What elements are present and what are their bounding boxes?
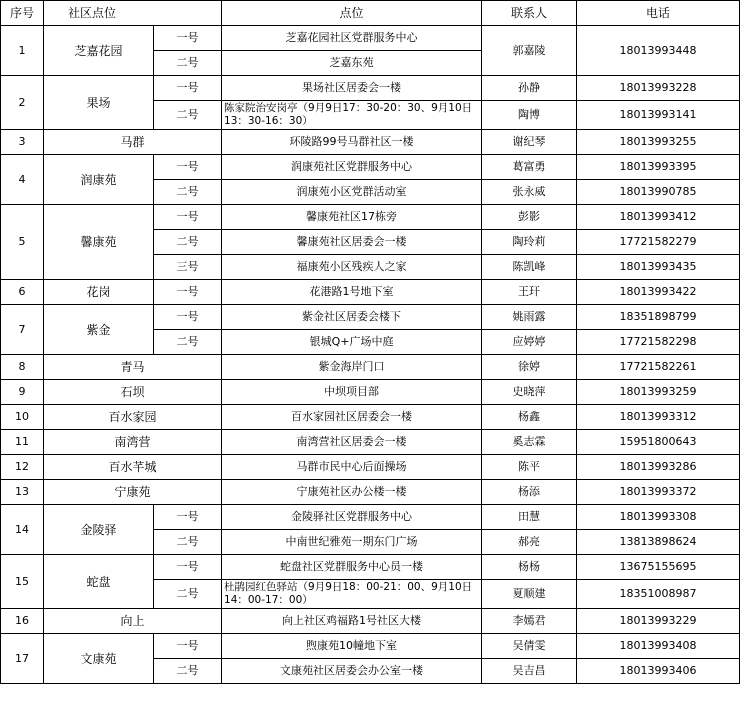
table-row <box>1 205 740 230</box>
table-row <box>1 130 740 155</box>
contact-cell: 葛富勇 <box>482 155 577 180</box>
contact-cell: 陈平 <box>482 455 577 480</box>
seq-cell: 12 <box>1 455 44 480</box>
location-cell: 向上社区鸡福路1号社区大楼 <box>222 609 482 634</box>
phone-cell: 18013993228 <box>577 76 740 101</box>
location-cell: 马群市民中心后面操场 <box>222 455 482 480</box>
location-cell: 环陵路99号马群社区一楼 <box>222 130 482 155</box>
location-cell: 紫金海岸门口 <box>222 355 482 380</box>
location-cell: 芝嘉东苑 <box>222 51 482 76</box>
location-cell: 蛇盘社区党群服务中心员一楼 <box>222 555 482 580</box>
phone-cell: 18351008987 <box>577 580 740 609</box>
phone-cell: 17721582279 <box>577 230 740 255</box>
community-cell: 蛇盘 <box>44 555 154 609</box>
contact-cell: 吴吉昌 <box>482 659 577 684</box>
contact-cell: 奚志霖 <box>482 430 577 455</box>
contact-cell: 郝亮 <box>482 530 577 555</box>
contact-cell: 孙静 <box>482 76 577 101</box>
table-row <box>1 380 740 405</box>
contact-cell: 徐婷 <box>482 355 577 380</box>
location-cell: 杜鹃园红色驿站（9月9日18：00-21：00、9月10日14：00-17：00） <box>222 580 482 609</box>
community-cell: 南湾营 <box>44 430 222 455</box>
contact-cell: 夏顺建 <box>482 580 577 609</box>
sub-site-cell: 二号 <box>154 101 222 130</box>
contact-cell: 李嫣君 <box>482 609 577 634</box>
seq-cell: 15 <box>1 555 44 609</box>
contact-cell: 姚雨露 <box>482 305 577 330</box>
table-row <box>1 405 740 430</box>
phone-cell: 18351898799 <box>577 305 740 330</box>
community-cell: 花岗 <box>44 280 154 305</box>
sub-site-cell: 一号 <box>154 26 222 51</box>
sub-site-cell: 二号 <box>154 180 222 205</box>
seq-cell: 7 <box>1 305 44 355</box>
sub-site-cell: 三号 <box>154 255 222 280</box>
sub-site-cell: 一号 <box>154 155 222 180</box>
phone-cell: 18013993395 <box>577 155 740 180</box>
seq-cell: 9 <box>1 380 44 405</box>
location-cell: 紫金社区居委会楼下 <box>222 305 482 330</box>
seq-cell: 4 <box>1 155 44 205</box>
phone-cell: 18013993412 <box>577 205 740 230</box>
header-location: 点位 <box>222 1 482 26</box>
phone-cell: 18013993408 <box>577 634 740 659</box>
contact-cell: 吴倩雯 <box>482 634 577 659</box>
location-cell: 宁康苑社区办公楼一楼 <box>222 480 482 505</box>
header-community: 社区点位 <box>44 1 222 26</box>
sub-site-cell: 一号 <box>154 555 222 580</box>
community-cell: 馨康苑 <box>44 205 154 280</box>
seq-cell: 14 <box>1 505 44 555</box>
phone-cell: 17721582298 <box>577 330 740 355</box>
seq-cell: 6 <box>1 280 44 305</box>
location-cell: 馨康苑社区居委会一楼 <box>222 230 482 255</box>
community-cell: 青马 <box>44 355 222 380</box>
phone-cell: 15951800643 <box>577 430 740 455</box>
phone-cell: 18013993422 <box>577 280 740 305</box>
sub-site-cell: 一号 <box>154 280 222 305</box>
seq-cell: 8 <box>1 355 44 380</box>
phone-cell: 18013993259 <box>577 380 740 405</box>
location-cell: 福康苑小区残疾人之家 <box>222 255 482 280</box>
table-row <box>1 430 740 455</box>
table-row <box>1 76 740 101</box>
seq-cell: 16 <box>1 609 44 634</box>
community-cell: 文康苑 <box>44 634 154 684</box>
location-cell: 中坝项目部 <box>222 380 482 405</box>
table-row <box>1 355 740 380</box>
phone-cell: 18013990785 <box>577 180 740 205</box>
location-cell: 果场社区居委会一楼 <box>222 76 482 101</box>
sub-site-cell: 一号 <box>154 205 222 230</box>
seq-cell: 1 <box>1 26 44 76</box>
phone-cell: 13675155695 <box>577 555 740 580</box>
phone-cell: 18013993286 <box>577 455 740 480</box>
sub-site-cell: 二号 <box>154 230 222 255</box>
phone-cell: 13813898624 <box>577 530 740 555</box>
header-phone: 电话 <box>577 1 740 26</box>
contact-cell: 杨鑫 <box>482 405 577 430</box>
phone-cell: 18013993308 <box>577 505 740 530</box>
contact-cell: 谢纪琴 <box>482 130 577 155</box>
location-cell: 南湾营社区居委会一楼 <box>222 430 482 455</box>
sub-site-cell: 二号 <box>154 659 222 684</box>
community-cell: 百水芊城 <box>44 455 222 480</box>
header-seq: 序号 <box>1 1 44 26</box>
contact-cell: 田慧 <box>482 505 577 530</box>
sub-site-cell: 二号 <box>154 580 222 609</box>
phone-cell: 18013993435 <box>577 255 740 280</box>
table-row <box>1 26 740 51</box>
seq-cell: 10 <box>1 405 44 430</box>
header-row <box>1 1 740 26</box>
community-cell: 马群 <box>44 130 222 155</box>
location-cell: 文康苑社区居委会办公室一楼 <box>222 659 482 684</box>
location-cell: 润康苑社区党群服务中心 <box>222 155 482 180</box>
community-cell: 芝嘉花园 <box>44 26 154 76</box>
seq-cell: 3 <box>1 130 44 155</box>
community-cell: 石坝 <box>44 380 222 405</box>
sub-site-cell: 二号 <box>154 330 222 355</box>
table-row <box>1 555 740 580</box>
phone-cell: 18013993448 <box>577 26 740 76</box>
header-contact: 联系人 <box>482 1 577 26</box>
sub-site-cell: 二号 <box>154 51 222 76</box>
location-cell: 润康苑小区党群活动室 <box>222 180 482 205</box>
table-body <box>1 26 740 684</box>
seq-cell: 13 <box>1 480 44 505</box>
sub-site-cell: 二号 <box>154 530 222 555</box>
contact-cell: 张永威 <box>482 180 577 205</box>
seq-cell: 11 <box>1 430 44 455</box>
community-cell: 润康苑 <box>44 155 154 205</box>
location-cell: 煦康苑10幢地下室 <box>222 634 482 659</box>
location-cell: 百水家园社区居委会一楼 <box>222 405 482 430</box>
contact-cell: 杨添 <box>482 480 577 505</box>
table-row <box>1 155 740 180</box>
location-cell: 中南世纪雅苑一期东门广场 <box>222 530 482 555</box>
sub-site-cell: 一号 <box>154 76 222 101</box>
contact-cell: 陶玲莉 <box>482 230 577 255</box>
location-cell: 花港路1号地下室 <box>222 280 482 305</box>
table-row <box>1 609 740 634</box>
community-cell: 金陵驿 <box>44 505 154 555</box>
seq-cell: 2 <box>1 76 44 130</box>
community-cell: 百水家园 <box>44 405 222 430</box>
sub-site-cell: 一号 <box>154 305 222 330</box>
community-cell: 果场 <box>44 76 154 130</box>
seq-cell: 5 <box>1 205 44 280</box>
contact-cell: 郭嘉陵 <box>482 26 577 76</box>
table-row <box>1 480 740 505</box>
table-row <box>1 305 740 330</box>
phone-cell: 17721582261 <box>577 355 740 380</box>
phone-cell: 18013993312 <box>577 405 740 430</box>
location-cell: 银城Q+广场中庭 <box>222 330 482 355</box>
contact-cell: 陈凯峰 <box>482 255 577 280</box>
phone-cell: 18013993141 <box>577 101 740 130</box>
contact-cell: 王玕 <box>482 280 577 305</box>
table-row <box>1 280 740 305</box>
location-cell: 芝嘉花园社区党群服务中心 <box>222 26 482 51</box>
contact-cell: 陶博 <box>482 101 577 130</box>
community-cell: 向上 <box>44 609 222 634</box>
contact-cell: 杨杨 <box>482 555 577 580</box>
phone-cell: 18013993255 <box>577 130 740 155</box>
phone-cell: 18013993406 <box>577 659 740 684</box>
table-row <box>1 455 740 480</box>
sub-site-cell: 一号 <box>154 505 222 530</box>
location-cell: 馨康苑社区17栋旁 <box>222 205 482 230</box>
phone-cell: 18013993229 <box>577 609 740 634</box>
contact-cell: 史晓萍 <box>482 380 577 405</box>
community-cell: 紫金 <box>44 305 154 355</box>
contact-cell: 应婷婷 <box>482 330 577 355</box>
location-cell: 金陵驿社区党群服务中心 <box>222 505 482 530</box>
contact-cell: 彭影 <box>482 205 577 230</box>
phone-cell: 18013993372 <box>577 480 740 505</box>
seq-cell: 17 <box>1 634 44 684</box>
community-cell: 宁康苑 <box>44 480 222 505</box>
location-cell: 陈家院治安岗亭（9月9日17：30-20：30、9月10日13：30-16：30） <box>222 101 482 130</box>
sub-site-cell: 一号 <box>154 634 222 659</box>
table-row <box>1 505 740 530</box>
table-row <box>1 634 740 659</box>
